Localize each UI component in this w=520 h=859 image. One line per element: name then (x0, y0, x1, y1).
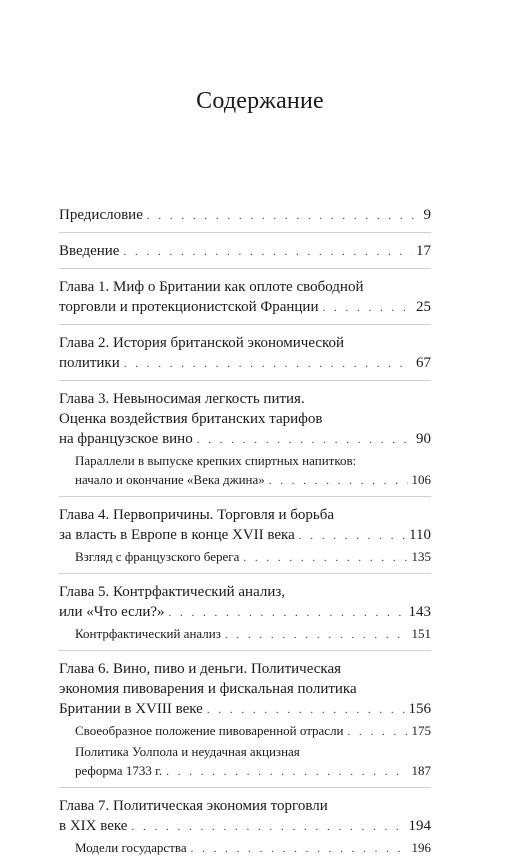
toc-entry-title-text: Глава 6. Вино, пиво и деньги. Политическая (59, 661, 342, 677)
toc-page-number: 9 (423, 207, 431, 223)
toc-page-number: 67 (416, 355, 431, 371)
toc-entry-title-text: Оценка воздействия британских тарифов (59, 411, 323, 427)
entry-divider (59, 232, 431, 233)
toc-page-number: 110 (409, 527, 431, 543)
toc-entry-line (75, 451, 431, 470)
toc-chapter-entry (59, 389, 431, 449)
toc-entry-title-text: политики (59, 355, 120, 371)
toc-entry-title-text: Своеобразное положение пивоваренной отрасли (75, 723, 344, 738)
entry-divider (59, 573, 431, 574)
entry-divider (59, 496, 431, 497)
toc-entry-line (59, 699, 431, 719)
toc-chapter-entry (59, 582, 431, 622)
page-title: Содержание (196, 88, 324, 114)
toc-entry-line (59, 525, 431, 545)
toc-section-entry (59, 721, 431, 740)
dot-leader (166, 763, 407, 782)
toc-entry-line (59, 277, 431, 297)
toc-entry-line (75, 742, 431, 761)
toc-entry-line (59, 241, 431, 261)
table-of-contents (59, 205, 431, 857)
toc-entry-title-text: или «Что если?» (59, 604, 165, 620)
toc-entry-line (59, 409, 431, 429)
toc-entry-line (59, 679, 431, 699)
dot-leader (123, 242, 412, 262)
toc-entry-title-text: торговли и протекционистской Франции (59, 299, 319, 315)
entry-divider (59, 380, 431, 381)
toc-entry-line (59, 582, 431, 602)
toc-page-number: 196 (411, 840, 431, 855)
toc-entry-line (59, 353, 431, 373)
toc-entry-title-text: Модели государства (75, 840, 187, 855)
toc-page-number: 187 (411, 763, 431, 778)
toc-entry-title-text: Британии в XVIII веке (59, 701, 203, 717)
toc-entry-title-text: Глава 7. Политическая экономия торговли (59, 798, 328, 814)
dot-leader (147, 206, 420, 226)
toc-page-number: 106 (411, 472, 431, 487)
toc-entry-line (59, 796, 431, 816)
toc-entry-line (59, 429, 431, 449)
toc-entry-line (59, 505, 431, 525)
toc-section-entry (59, 451, 431, 489)
toc-entry-title-text: Введение (59, 243, 120, 259)
toc-entry-title-text: Глава 3. Невыносимая легкость пития. (59, 391, 305, 407)
toc-entry-title-text: в XIX веке (59, 818, 128, 834)
dot-leader (207, 700, 405, 720)
entry-divider (59, 787, 431, 788)
toc-chapter-entry (59, 205, 431, 225)
toc-page-number: 175 (411, 723, 431, 738)
dot-leader (169, 603, 405, 623)
toc-chapter-entry (59, 659, 431, 719)
toc-page-number: 17 (416, 243, 431, 259)
toc-entry-line (75, 470, 431, 489)
dot-leader (191, 840, 408, 859)
toc-entry-line (59, 816, 431, 836)
toc-section-entry (59, 742, 431, 780)
toc-chapter-entry (59, 277, 431, 317)
toc-entry-line (59, 602, 431, 622)
toc-entry-title-text: за власть в Европе в конце XVII века (59, 527, 295, 543)
toc-entry-line (75, 721, 431, 740)
toc-page-number: 156 (408, 701, 431, 717)
toc-chapter-entry (59, 505, 431, 545)
toc-entry-title-text: Глава 4. Первопричины. Торговля и борьба (59, 507, 335, 523)
toc-entry-title-text: Глава 1. Миф о Британии как оплоте свободной (59, 279, 364, 295)
dot-leader (348, 723, 408, 742)
toc-section-entry (59, 838, 431, 857)
toc-chapter-entry (59, 796, 431, 836)
toc-entry-title-text: Взгляд с французского берега (75, 549, 240, 564)
toc-section-entry (59, 624, 431, 643)
toc-entry-title-text: Глава 2. История британской экономической (59, 335, 345, 351)
toc-page-number: 194 (408, 818, 431, 834)
toc-entry-title-text: на французское вино (59, 431, 193, 447)
toc-entry-line (75, 761, 431, 780)
toc-entry-line (75, 547, 431, 566)
toc-entry-title-text: Политика Уолпола и неудачная акцизная (75, 744, 300, 759)
dot-leader (269, 472, 408, 491)
toc-chapter-entry (59, 333, 431, 373)
dot-leader (322, 298, 412, 318)
toc-entry-title-text: Параллели в выпуске крепких спиртных напитков: (75, 453, 357, 468)
toc-page-number: 25 (416, 299, 431, 315)
dot-leader (124, 354, 412, 374)
toc-page-number: 143 (408, 604, 431, 620)
toc-page-number: 151 (411, 626, 431, 641)
toc-entry-title-text: начало и окончание «Века джина» (75, 472, 265, 487)
toc-entry-line (59, 297, 431, 317)
dot-leader (243, 549, 407, 568)
toc-entry-title-text: Контрфактический анализ (75, 626, 221, 641)
entry-divider (59, 324, 431, 325)
toc-section-entry (59, 547, 431, 566)
dot-leader (197, 430, 412, 450)
toc-entry-title-text: Предисловие (59, 207, 143, 223)
toc-entry-line (59, 659, 431, 679)
toc-entry-line (75, 838, 431, 857)
dot-leader (131, 817, 404, 837)
toc-chapter-entry (59, 241, 431, 261)
toc-page-number: 90 (416, 431, 431, 447)
toc-entry-line (59, 389, 431, 409)
toc-entry-line (59, 333, 431, 353)
entry-divider (59, 650, 431, 651)
toc-page-number: 135 (411, 549, 431, 564)
toc-entry-title-text: реформа 1733 г. (75, 763, 163, 778)
toc-entry-line (59, 205, 431, 225)
dot-leader (299, 526, 405, 546)
toc-entry-line (75, 624, 431, 643)
entry-divider (59, 268, 431, 269)
toc-entry-title-text: Глава 5. Контрфактический анализ, (59, 584, 286, 600)
dot-leader (225, 626, 408, 645)
toc-entry-title-text: экономия пивоварения и фискальная политика (59, 681, 357, 697)
